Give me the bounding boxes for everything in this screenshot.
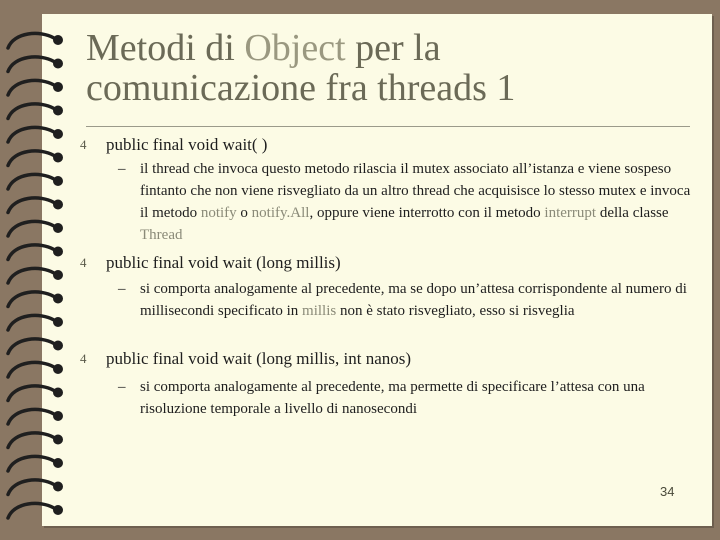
binding-hole <box>53 364 63 374</box>
bullet-label: public final void wait (long millis) <box>106 253 341 272</box>
text-run: , oppure viene interrotto con il metodo <box>309 205 545 221</box>
binding-ring <box>8 151 54 166</box>
bullet-label: public final void wait( ) <box>106 135 268 154</box>
code-thread: Thread <box>140 227 183 243</box>
binding-ring <box>8 362 54 377</box>
binding-hole <box>53 411 63 421</box>
binding-ring <box>8 480 54 495</box>
binding-hole <box>53 435 63 445</box>
title-line1-suffix: per la <box>345 27 441 69</box>
binding-ring <box>8 315 54 330</box>
sub-item-text <box>140 158 692 246</box>
binding-hole <box>53 223 63 233</box>
text-run: della classe <box>596 205 669 221</box>
binding-hole <box>53 106 63 116</box>
square-bullet-icon: 4 <box>80 351 87 366</box>
binding-hole <box>53 458 63 468</box>
code-millis: millis <box>302 303 337 319</box>
binding-hole <box>53 176 63 186</box>
text-run: si comporta analogamente al precedente, ma permette di specificare l’attesa con una risoluzione temporale a livello di nanosecondi <box>140 379 645 417</box>
text-run: il thread che invoca questo metodo rilascia il mutex associato all’istanza e viene sospeso fintanto che non viene risvegliato da un altro thread che acquisisce lo stesso mutex e invoca il metodo <box>140 161 691 221</box>
spiral-binding <box>0 0 80 540</box>
binding-ring <box>8 386 54 401</box>
binding-ring <box>8 33 54 48</box>
bullet-label: public final void wait (long millis, int nanos) <box>106 349 412 368</box>
binding-hole <box>53 247 63 257</box>
binding-ring <box>8 127 54 142</box>
dash-marker: – <box>118 281 126 297</box>
binding-hole <box>53 317 63 327</box>
title-divider <box>86 126 690 127</box>
text-run: si comporta analogamente al precedente, ma se dopo un’attesa corrispondente al numero di millisecondi specificato in <box>140 281 687 319</box>
text-run: o <box>236 205 252 221</box>
binding-ring <box>8 456 54 471</box>
binding-ring <box>8 292 54 307</box>
code-notifyall: notify.All <box>251 205 310 221</box>
binding-hole <box>53 270 63 280</box>
binding-hole <box>53 59 63 69</box>
binding-hole <box>53 482 63 492</box>
binding-ring <box>8 198 54 213</box>
slide-title <box>86 28 686 108</box>
binding-hole <box>53 294 63 304</box>
binding-ring <box>8 433 54 448</box>
code-interrupt: interrupt <box>544 205 597 221</box>
binding-hole <box>53 153 63 163</box>
binding-hole <box>53 505 63 515</box>
binding-ring <box>8 221 54 236</box>
title-highlight-object: Object <box>244 27 346 69</box>
dash-marker: – <box>118 161 126 177</box>
binding-hole <box>53 35 63 45</box>
title-line2: comunicazione fra threads 1 <box>86 67 516 109</box>
binding-ring <box>8 268 54 283</box>
binding-ring <box>8 80 54 95</box>
binding-hole <box>53 341 63 351</box>
binding-hole <box>53 82 63 92</box>
binding-ring <box>8 104 54 119</box>
code-notify: notify <box>200 205 237 221</box>
binding-hole <box>53 200 63 210</box>
square-bullet-icon: 4 <box>80 137 87 152</box>
dash-marker: – <box>118 379 126 395</box>
binding-ring <box>8 409 54 424</box>
sub-item-text <box>140 278 692 322</box>
binding-hole <box>53 129 63 139</box>
square-bullet-icon: 4 <box>80 255 87 270</box>
binding-ring <box>8 174 54 189</box>
binding-ring <box>8 57 54 72</box>
sub-item-text <box>140 376 692 420</box>
binding-ring <box>8 503 54 518</box>
text-run: non è stato risvegliato, esso si risveglia <box>336 303 575 319</box>
binding-hole <box>53 388 63 398</box>
page-number: 34 <box>660 484 675 499</box>
title-line1-prefix: Metodi di <box>86 27 245 69</box>
binding-ring <box>8 339 54 354</box>
binding-ring <box>8 245 54 260</box>
